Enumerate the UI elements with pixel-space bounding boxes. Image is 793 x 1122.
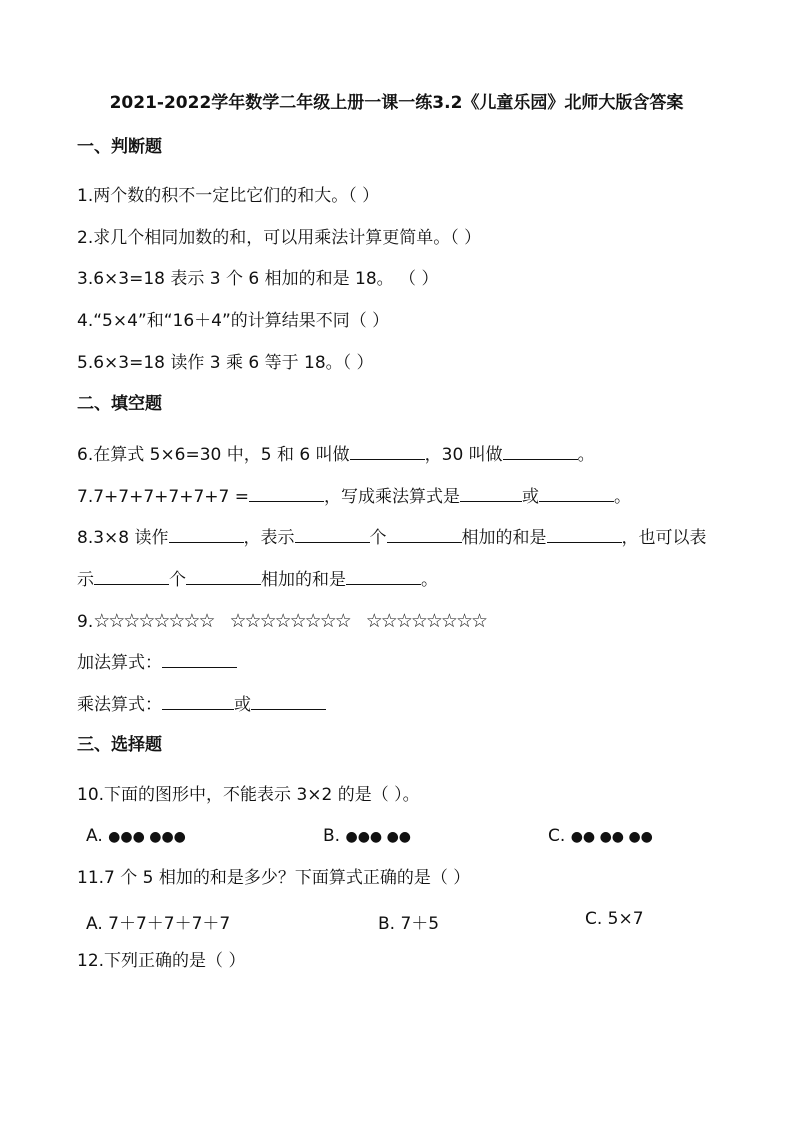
option-11-a[interactable]: A. 7＋7＋7＋7＋7 — [86, 914, 231, 934]
answer-blank[interactable] — [94, 568, 169, 585]
section-heading-choice: 三、选择题 — [77, 735, 162, 755]
star-group-1: ☆☆☆☆☆☆☆☆ — [93, 610, 214, 632]
question-9 — [77, 610, 486, 633]
answer-blank[interactable] — [162, 651, 237, 668]
option-11-c[interactable]: C. 5×7 — [585, 909, 644, 929]
option-11-b[interactable]: B. 7＋5 — [378, 914, 440, 934]
answer-blank[interactable] — [460, 485, 522, 502]
option-label: A. — [86, 826, 103, 846]
question-7-text-4: 。 — [613, 487, 631, 507]
question-5: 5.6×3=18 读作 3 乘 6 等于 18。（ ） — [77, 353, 374, 373]
answer-blank[interactable] — [350, 443, 425, 460]
multiplication-or: 或 — [234, 695, 251, 715]
answer-blank[interactable] — [249, 485, 324, 502]
answer-blank[interactable] — [503, 443, 578, 460]
question-6-text-2: ，30 叫做 — [424, 445, 503, 465]
question-8-text-9: 。 — [421, 570, 438, 590]
dot-pattern: ●●● ●●● — [108, 829, 186, 845]
question-8-line-2 — [77, 568, 438, 591]
answer-blank[interactable] — [346, 568, 421, 585]
answer-blank[interactable] — [251, 693, 326, 710]
question-10: 10.下面的图形中，不能表示 3×2 的是（ ）。 — [77, 785, 420, 805]
question-6-text-1: 6.在算式 5×6=30 中，5 和 6 叫做 — [77, 445, 350, 465]
page-title: 2021-2022学年数学二年级上册一课一练3.2《儿童乐园》北师大版含答案 — [109, 93, 684, 113]
answer-blank[interactable] — [547, 526, 622, 543]
star-group-3: ☆☆☆☆☆☆☆☆ — [365, 610, 487, 632]
addition-label: 加法算式： — [77, 653, 162, 673]
question-2: 2.求几个相同加数的和，可以用乘法计算更简单。（ ） — [77, 228, 482, 248]
question-9-label: 9. — [77, 612, 94, 632]
question-8-text-8: 相加的和是 — [261, 570, 346, 590]
answer-blank[interactable] — [169, 526, 244, 543]
question-7 — [77, 485, 631, 508]
question-8-text-5: ，也可以表 — [621, 528, 707, 548]
question-4: 4.“5×4”和“16＋4”的计算结果不同（ ） — [77, 311, 390, 331]
option-10-a[interactable] — [86, 826, 186, 846]
question-8-text-4: 相加的和是 — [461, 528, 547, 548]
question-7-text-2: ，写成乘法算式是 — [323, 487, 460, 507]
question-8-text-7: 个 — [169, 570, 186, 590]
option-label: C. — [548, 826, 566, 846]
question-8-line-1 — [77, 526, 707, 549]
question-8-text-2: ，表示 — [243, 528, 295, 548]
question-9-multiplication — [77, 693, 326, 716]
question-1: 1.两个数的积不一定比它们的和大。（ ） — [77, 186, 380, 206]
answer-blank[interactable] — [387, 526, 462, 543]
option-label: B. — [323, 826, 341, 846]
question-3: 3.6×3=18 表示 3 个 6 相加的和是 18。 （ ） — [77, 269, 439, 289]
answer-blank[interactable] — [186, 568, 261, 585]
multiplication-label: 乘法算式： — [77, 695, 162, 715]
question-12: 12.下列正确的是（ ） — [77, 951, 246, 971]
dot-pattern: ●●● ●● — [345, 829, 412, 845]
question-6 — [77, 443, 595, 466]
answer-blank[interactable] — [162, 693, 234, 710]
option-10-b[interactable] — [323, 826, 411, 846]
question-11: 11.7 个 5 相加的和是多少？下面算式正确的是（ ） — [77, 868, 471, 888]
question-8-text-3: 个 — [369, 528, 387, 548]
question-6-text-3: 。 — [577, 445, 595, 465]
section-heading-judgment: 一、判断题 — [77, 137, 162, 157]
question-8-text-1: 8.3×8 读作 — [77, 528, 169, 548]
question-7-text-3: 或 — [521, 487, 539, 507]
question-8-text-6: 示 — [77, 570, 94, 590]
star-group-2: ☆☆☆☆☆☆☆☆ — [229, 610, 350, 632]
dot-pattern: ●● ●● ●● — [570, 829, 653, 845]
section-heading-fill-blank: 二、填空题 — [77, 394, 162, 414]
option-10-c[interactable] — [548, 826, 653, 846]
answer-blank[interactable] — [539, 485, 614, 502]
question-9-addition — [77, 651, 237, 674]
answer-blank[interactable] — [295, 526, 370, 543]
question-7-text-1: 7.7+7+7+7+7+7 = — [77, 487, 249, 507]
